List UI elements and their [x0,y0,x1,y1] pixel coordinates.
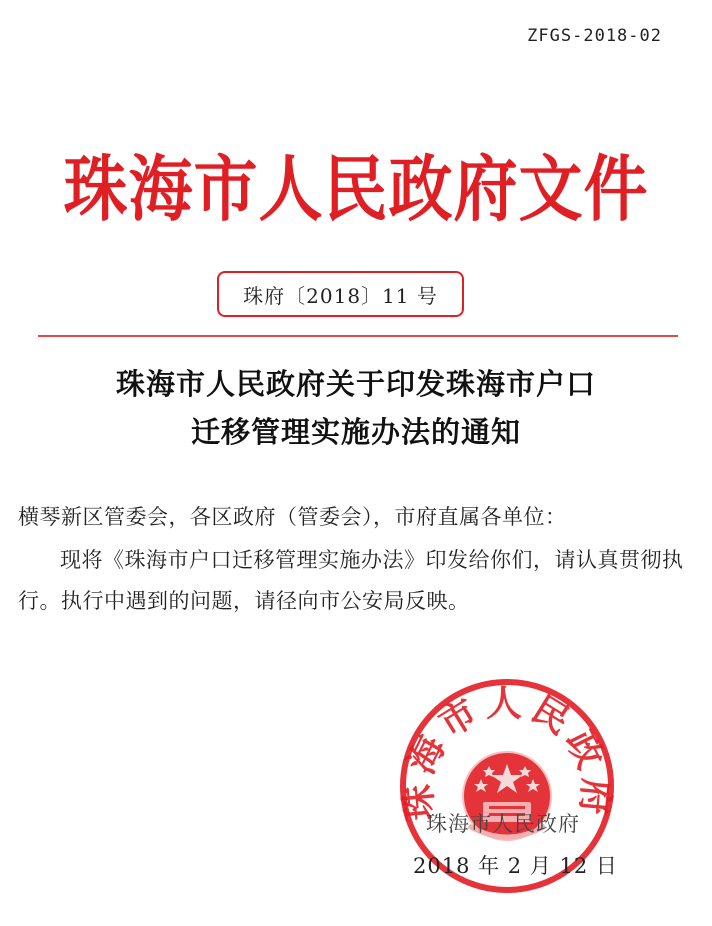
issue-date: 2018 年 2 月 12 日 [413,854,618,878]
issuing-authority: 珠海市人民政府 [426,812,580,836]
document-title-line-2: 迁移管理实施办法的通知 [190,415,521,449]
document-title [0,360,712,456]
red-divider-line [38,335,678,337]
body-paragraph: 现将《珠海市户口迁移管理实施办法》印发给你们，请认真贯彻执行。执行中遇到的问题，请径向市公安局反映。 [18,548,684,613]
document-title-line-1: 珠海市人民政府关于印发珠海市户口 [115,367,596,401]
document-number: 珠府〔2018〕11 号 [243,283,438,308]
document-masthead: 珠海市人民政府文件 [63,148,649,233]
recipients-line: 横琴新区管委会，各区政府（管委会），市府直属各单位： [18,505,567,529]
document-number-box [217,271,464,317]
svg-text:珠海市人民政府: 珠海市人民政府 [397,682,617,823]
document-code: ZFGS-2018-02 [527,26,662,46]
